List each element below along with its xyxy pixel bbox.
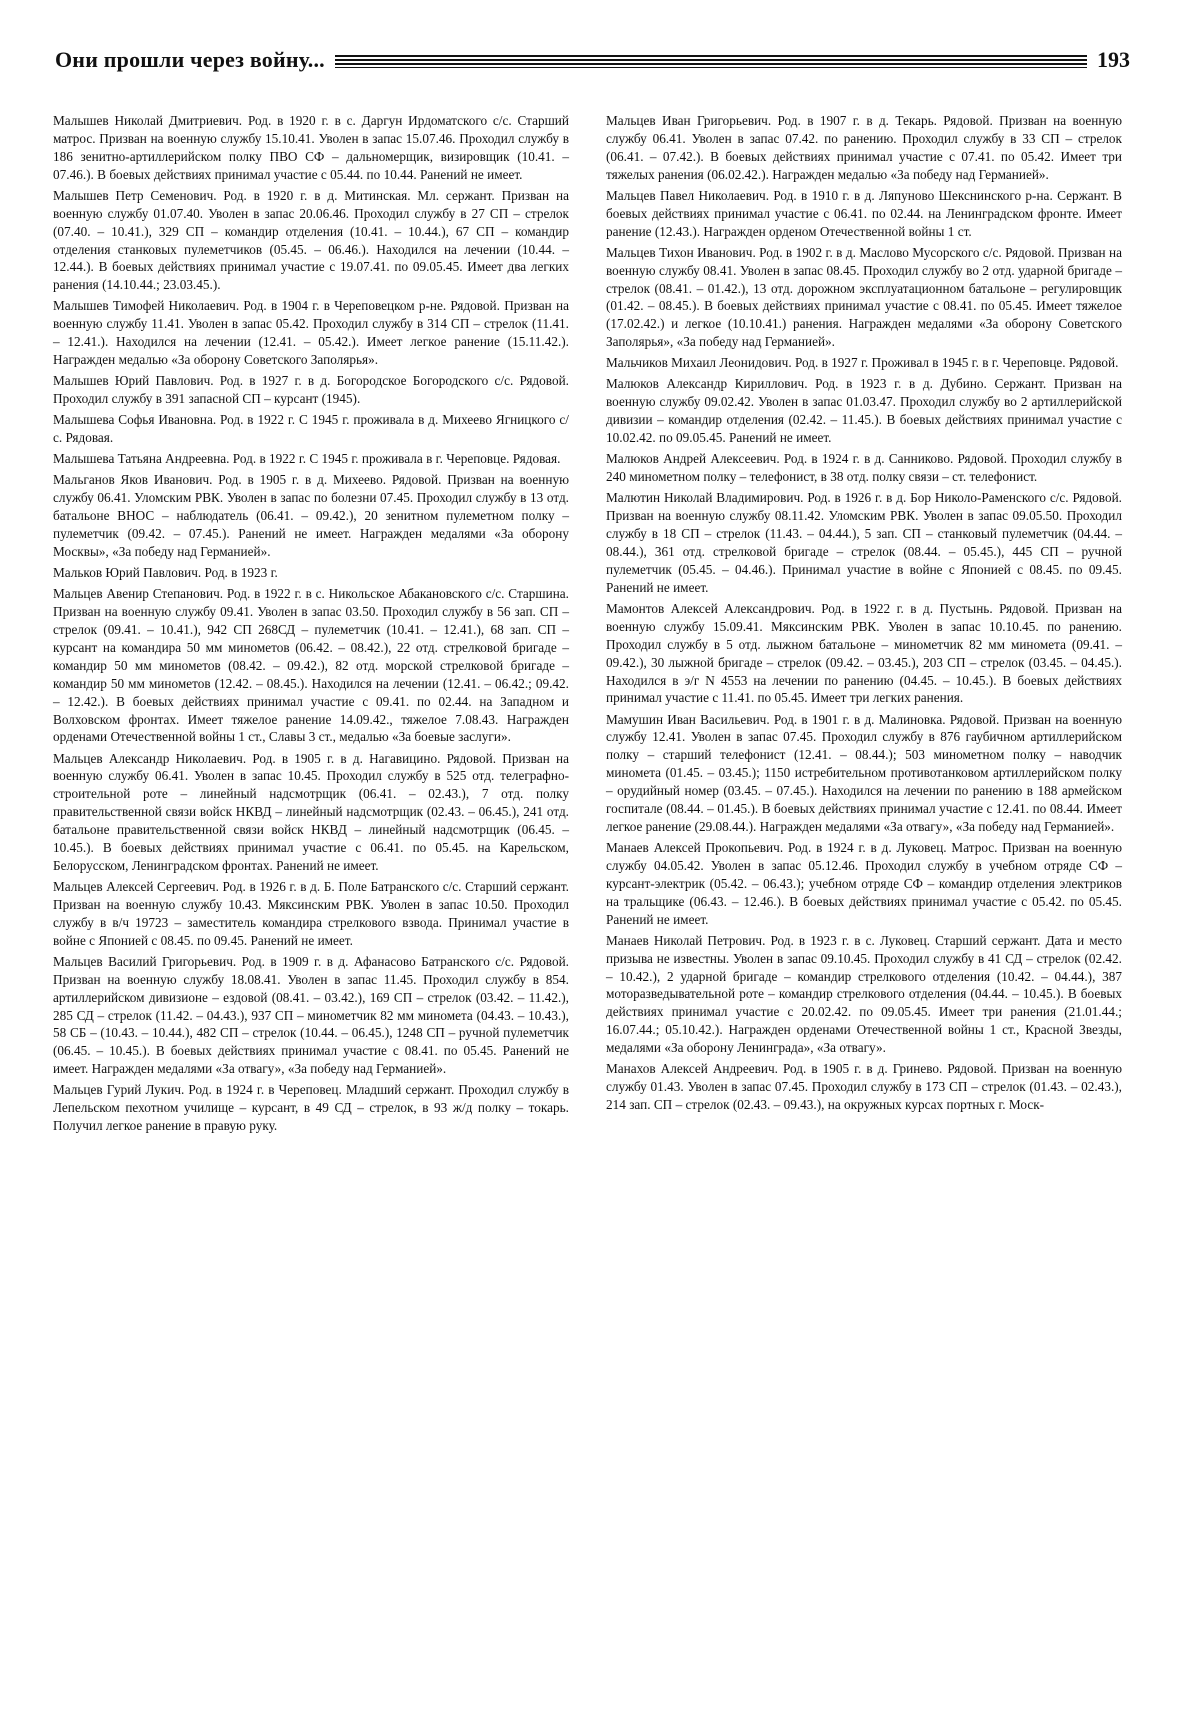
entry: Мальцев Тихон Иванович. Род. в 1902 г. в д. Маслово Мусорского с/с. Рядовой. Призван на военную службу 08.41. Уволен в запас 08.45. Проходил службу во 2 отд. ударной бригаде – стрелок (08.41. – 01.42.), 13 отд. дорожном эксплуатационном батальоне – регулировщик (01.42. – 08.45.). В боевых действиях принимал участие с 08.41. по 05.45. Имеет тяжелое (17.02.42.) и легкое (10.10.41.) ранения. Награжден медалями «За оборону Советского Заполярья», «За победу над Германией». [606,244,1122,350]
right-column [606,112,1122,1117]
page-header [55,40,1130,80]
entry: Малютин Николай Владимирович. Род. в 1926 г. в д. Бор Николо-Раменского с/с. Рядовой. Призван на военную службу 08.11.42. Уломским РВК. Уволен в запас 09.05.50. Проходил службу в 18 СП – стрелок (11.43. – 04.44.), 5 зап. СП – станковый пулеметчик (04.44. – 08.44.), 361 отд. стрелковой бригаде – стрелок (08.44. – 05.45.), 445 СП – ручной пулеметчик (05.45. – 04.46.). Принимал участие в войне с Японией с 08.45. по 09.45. Ранений не имеет. [606,490,1122,595]
entry: Манахов Алексей Андреевич. Род. в 1905 г. в д. Гринево. Рядовой. Призван на военную службу 01.43. Уволен в запас 07.45. Проходил службу в 173 СП – стрелок (01.43. – 02.43.), 214 зап. СП – стрелок (02.43. – 09.43.), на окружных курсах портных г. Моск- [606,1061,1122,1113]
entry: Мальков Юрий Павлович. Род. в 1923 г. [53,565,278,581]
header-rule [335,55,1087,68]
entry: Мальцев Авенир Степанович. Род. в 1922 г. в с. Никольское Абакановского с/с. Старшина. Призван на военную службу 09.41. Уволен в запас 03.50. Проходил службу в 56 зап. СП – стрелок (09.41. – 10.41.), 942 СП 268СД – пулеметчик (10.41. – 12.41.), 68 зап. СП – курсант на командира 50 мм минометов (06.42. – 08.42.), 22 отд. стрелковой бригаде – командир 50 мм минометов (08.42. – 09.42.), 82 отд. морской стрелковой бригаде – командир 50 мм минометов (12.42. – 08.45.). Находился на лечении (12.41. – 06.42.; 09.42. – 12.42.). В боевых действиях принимал участие с 09.41. по 02.44. на Западном и Волховском фронтах. Имеет тяжелое ранение 14.09.42., тяжелое 7.08.43. Награжден орденами Отечественной войны 1 ст., Славы 3 ст., медалью «За боевые заслуги». [53,586,569,745]
entry: Мамонтов Алексей Александрович. Род. в 1922 г. в д. Пустынь. Рядовой. Призван на военную службу 15.09.41. Мяксинским РВК. Уволен в запас 10.10.45. по ранению. Проходил службу в 5 отд. лыжном батальоне – минометчик 82 мм миномета (09.41. – 09.42.), 30 лыжной бригаде – стрелок (09.42. – 03.45.), 203 СП – стрелок (03.45. – 04.45.). Находился в э/г N 4553 на лечении по ранению (04.45. – 10.45.). В боевых действиях принимал участие с 11.41. по 05.45. Имеет три легких ранения. [606,600,1122,706]
entry: Мальцев Павел Николаевич. Род. в 1910 г. в д. Ляпуново Шекснинского р-на. Сержант. В боевых действиях принимал участие с 06.41. по 02.44. на Ленинградском фронте. Имеет ранение (12.43.). Награжден орденом Отечественной войны 1 ст. [606,187,1122,239]
running-title: Они прошли через войну... [55,47,325,72]
entry: Малюков Андрей Алексеевич. Род. в 1924 г. в д. Санниково. Рядовой. Проходил службу в 240 минометном полку – телефонист, в 38 отд. полку связи – ст. телефонист. [606,451,1122,485]
entry: Малышев Юрий Павлович. Род. в 1927 г. в д. Богородское Богородского с/с. Рядовой. Проходил службу в 391 запасной СП – курсант (1945). [53,373,569,407]
entry: Мальцев Гурий Лукич. Род. в 1924 г. в Череповец. Младший сержант. Проходил службу в Лепельском пехотном училище – курсант, в 49 СД – стрелок, в 93 ж/д полку – токарь. Получил легкое ранение в правую руку. [53,1082,569,1134]
left-column [53,112,569,1138]
entry: Малышева Софья Ивановна. Род. в 1922 г. С 1945 г. проживала в д. Михеево Ягницкого с/с. Рядовая. [53,412,569,446]
entry: Малышев Николай Дмитриевич. Род. в 1920 г. в с. Даргун Ирдоматского с/с. Старший матрос. Призван на военную службу 15.10.41. Уволен в запас 15.07.46. Проходил службу в 186 зенитно-артиллерийском полку ПВО СФ – дальномерщик, визировщик (10.41. – 07.46.). В боевых действиях принимал участие с 05.44. по 10.44. Ранений не имеет. [53,113,569,182]
entry: Малышев Петр Семенович. Род. в 1920 г. в д. Митинская. Мл. сержант. Призван на военную службу 01.07.40. Уволен в запас 20.06.46. Проходил службу в 27 СП – стрелок (07.40. – 10.41.), 329 СП – командир отделения (10.41. – 10.44.), 67 СП – командир отделения станковых пулеметчиков (05.45. – 06.46.). Находился на лечении (10.44. – 12.44.). В боевых действиях принимал участие с 19.07.41. по 09.05.45. Имеет два легких ранения (14.10.44.; 23.03.45.). [53,187,569,293]
entry: Манаев Николай Петрович. Род. в 1923 г. в с. Луковец. Старший сержант. Дата и место призыва не известны. Уволен в запас 09.10.45. Проходил службу в 41 СД – стрелок (02.42. – 10.42.), 2 ударной бригаде – командир стрелкового отделения (10.42. – 04.44.), 387 моторазведывательной роте – командир стрелкового отделения (04.44. – 10.45.). В боевых действиях принимал участие с 20.02.42. по 09.05.45. Имеет три ранения (21.01.44.; 16.07.44.; 05.10.42.). Награжден орденами Отечественной войны 1 ст., Красной Звезды, медалями «За оборону Ленинграда», «За отвагу». [606,932,1122,1056]
entry: Малюков Александр Кириллович. Род. в 1923 г. в д. Дубино. Сержант. Призван на военную службу 09.02.42. Уволен в запас 01.03.47. Проходил службу во 2 артиллерийской дивизии – командир отделения (02.42. – 11.45.). В боевых действиях принимал участие с 10.02.42. по 09.05.45. Ранений не имеет. [606,376,1122,446]
entry: Мальганов Яков Иванович. Род. в 1905 г. в д. Михеево. Рядовой. Призван на военную службу 06.41. Уломским РВК. Уволен в запас по болезни 07.45. Проходил службу в 13 отд. батальоне ВНОС – наблюдатель (06.41. – 09.42.), 20 зенитном пулеметном полку – пулеметчик (09.42. – 07.45.). Ранений не имеет. Награжден медалями «За оборону Москвы», «За победу над Германией». [53,472,569,559]
entry: Мальчиков Михаил Леонидович. Род. в 1927 г. Проживал в 1945 г. в г. Череповце. Рядовой. [606,355,1119,371]
page-number: 193 [1097,47,1130,72]
entry: Манаев Алексей Прокопьевич. Род. в 1924 г. в д. Луковец. Матрос. Призван на военную службу 04.05.42. Уволен в запас 05.12.46. Проходил службу в учебном отряде СФ – курсант-электрик (05.42. – 06.43.); учебном отряде СФ – командир отделения электриков на тральщике (06.43. – 12.46.). В боевых действиях принимал участие с 05.42. по 05.45. Ранений не имеет. [606,840,1122,927]
entry: Мамушин Иван Васильевич. Род. в 1901 г. в д. Малиновка. Рядовой. Призван на военную службу 12.41. Уволен в запас 07.45. Проходил службу в 876 гаубичном артиллерийском полку – старший телефонист (12.41. – 08.44.); 503 минометном полку – наводчик миномета (01.45. – 03.45.); 1150 истребительном противотанковом артиллерийском полку – орудийный номер (03.45. – 07.45.). Находился на лечении по ранению в 188 армейском госпитале (08.44. – 01.45.). В боевых действиях принимал участие с 12.41. по 08.44. Имеет легкое ранение (29.08.44.). Награжден медалями «За отвагу», «За победу над Германией». [606,711,1122,834]
entry: Мальцев Иван Григорьевич. Род. в 1907 г. в д. Текарь. Рядовой. Призван на военную службу 06.41. Уволен в запас 07.42. по ранению. Проходил службу в 33 СП – стрелок (06.41. – 07.42.). В боевых действиях принимал участие с 07.41. по 05.42. Имеет три тяжелых ранения (06.02.42.). Награжден медалью «За победу над Германией». [606,113,1122,182]
entry: Мальцев Василий Григорьевич. Род. в 1909 г. в д. Афанасово Батранского с/с. Рядовой. Призван на военную службу 18.08.41. Уволен в запас 11.45. Проходил службу в 854. артиллерийском дивизионе – ездовой (08.41. – 03.42.), 169 СП – стрелок (03.42. – 11.42.), 285 СД – стрелок (11.42. – 04.43.), 937 СП – минометчик 82 мм миномета (04.43. – 10.43.), 58 СБ – (10.43. – 10.44.), 482 СП – стрелок (10.44. – 06.45.), 1248 СП – ручной пулеметчик (06.45. – 10.45.). В боевых действиях принимал участие с 08.41. по 05.45. Ранений не имеет. Награжден медалями «За отвагу», «За победу над Германией». [53,953,569,1077]
entry: Малышева Татьяна Андреевна. Род. в 1922 г. С 1945 г. проживала в г. Череповце. Рядовая. [53,451,561,467]
entry: Мальцев Александр Николаевич. Род. в 1905 г. в д. Нагавицино. Рядовой. Призван на военную службу 06.41. Уволен в запас 10.45. Проходил службу в 525 отд. телеграфно-строительной роте – линейный надсмотрщик (06.41. – 02.43.), 7 отд. полку правительственной связи войск НКВД – линейный надсмотрщик (02.43. – 06.45.), 241 отд. батальоне правительственной связи войск НКВД – линейный надсмотрщик (06.45. – 10.45.). В боевых действиях принимал участие с 06.41. по 05.45. на Карельском, Белорусском, Ленинградском фронтах. Ранений не имеет. [53,750,569,873]
entry: Мальцев Алексей Сергеевич. Род. в 1926 г. в д. Б. Поле Батранского с/с. Старший сержант. Призван на военную службу 10.43. Мяксинским РВК. Уволен в запас 10.50. Проходил службу в в/ч 19723 – заместитель командира стрелкового взвода. Принимал участие в войне с Японией с 08.45. по 09.45. Ранений не имеет. [53,879,569,948]
entry: Малышев Тимофей Николаевич. Род. в 1904 г. в Череповецком р-не. Рядовой. Призван на военную службу 11.41. Уволен в запас 05.42. Проходил службу в 314 СП – стрелок (11.41. – 12.41.). Находился на лечении (12.41. – 05.42.). Имеет легкое ранение (15.11.42.). Награжден медалью «За оборону Советского Заполярья». [53,298,569,368]
